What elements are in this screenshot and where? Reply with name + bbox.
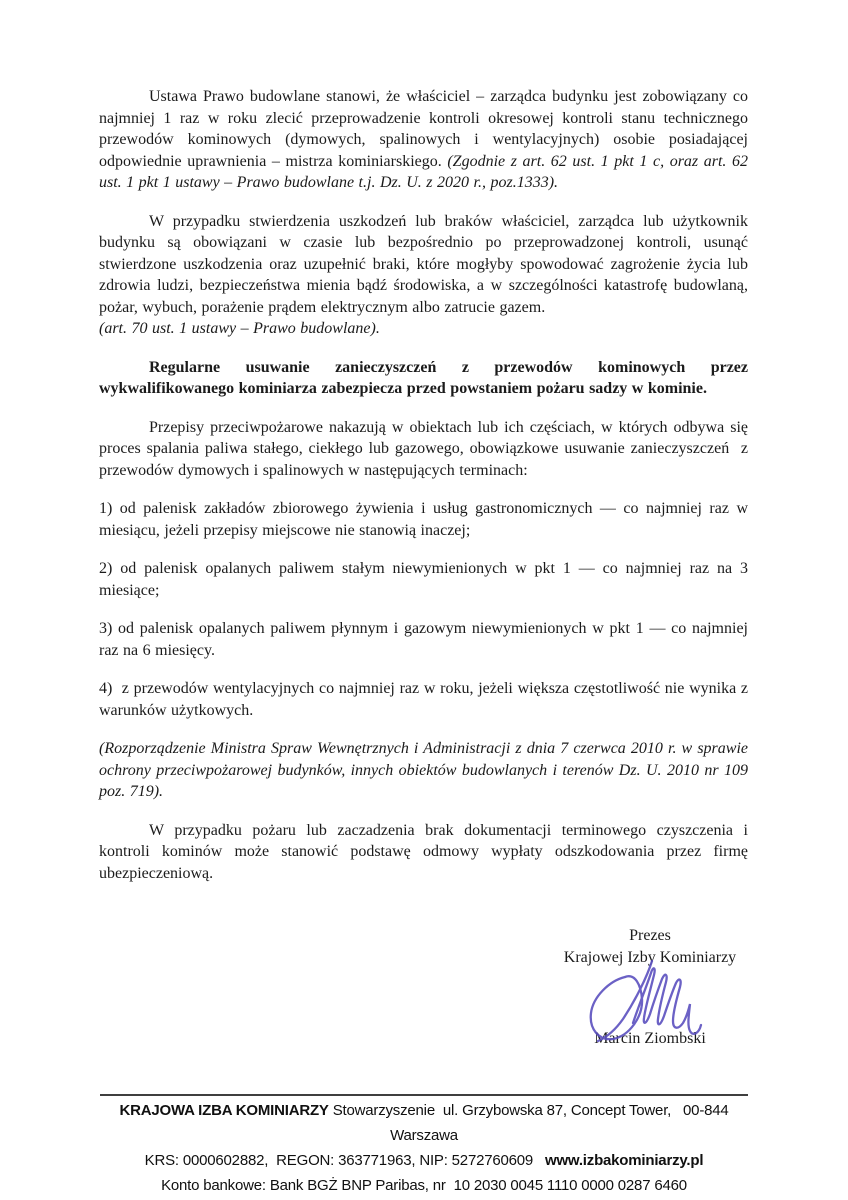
paragraph-fire-regulations: Przepisy przeciwpożarowe nakazują w obiektach lub ich częściach, w których odbywa się proces spalania paliwa stałego, ciekłego lub gazowego, obowiązkowe usuwanie zanieczyszczeń z przewodów dymowych i spalinowych w następujących terminach: xyxy=(99,418,748,479)
letter-body xyxy=(99,86,748,901)
paragraph-insurance-warning: W przypadku pożaru lub zaczadzenia brak dokumentacji terminowego czyszczenia i kontroli kominów może stanowić podstawę odmowy wypłaty odszkodowania przez firmę ubezpieczeniową. xyxy=(99,821,748,882)
footer-registry-line xyxy=(100,1148,748,1173)
paragraph-legal-basis: Ustawa Prawo budowlane stanowi, że właściciel – zarządca budynku jest zobowiązany co najmniej 1 raz w roku zlecić przeprowadzenie kontroli okresowej kontroli stanu technicznego przewodów kominowych (dymowych, spalinowych i wentylacyjnych) osobie posiadającej odpowiednie uprawnienia – mistrza kominiarskiego. (Zgodnie z art. 62 ust. 1 pkt 1 c, oraz art. 62 ust. 1 pkt 1 ustawy – Prawo budowlane t.j. Dz. U. z 2020 r., poz.1333). xyxy=(99,88,749,191)
letterhead-footer xyxy=(100,1094,748,1198)
paragraph-obligations: W przypadku stwierdzenia uszkodzeń lub braków właściciel, zarządca lub użytkownik budynku są obowiązani w czasie lub bezpośrednio po przeprowadzonej kontroli, usunąć stwierdzone uszkodzenia oraz uzupełnić braki, które mogłyby spowodować zagrożenie życia lub zdrowia ludzi, bezpieczeństwa mienia bądź środowiska, a w szczególności katastrofę budowlaną, pożar, wybuch, porażenie prądem elektrycznym albo zatrucie gazem. (art. 70 ust. 1 ustawy – Prawo budowlane). xyxy=(99,212,748,337)
list-item-1: 1) od palenisk zakładów zbiorowego żywienia i usług gastronomicznych — co najmniej raz w miesiącu, jeżeli przepisy miejscowe nie stanowią inaczej; xyxy=(99,500,748,539)
signatory-title: Prezes xyxy=(629,927,671,944)
signatory-org: Krajowej Izby Kominiarzy xyxy=(563,948,737,966)
footer-address-line xyxy=(100,1098,748,1148)
list-item-4: 4) z przewodów wentylacyjnych co najmniej raz w roku, jeżeli większa częstotliwość nie wynika z warunków użytkowych. xyxy=(99,680,748,719)
website-url: www.izbakominiarzy.pl xyxy=(544,1152,704,1169)
org-address: Stowarzyszenie ul. Grzybowska 87, Concept Tower, 00-844 Warszawa xyxy=(328,1102,729,1144)
registry-numbers: KRS: 0000602882, REGON: 363771963, NIP: 5272760609 xyxy=(144,1152,545,1169)
signature-image xyxy=(585,957,720,1049)
signature-block xyxy=(505,925,795,1050)
signatory-name: Marcin Ziombski xyxy=(594,1030,706,1047)
paragraph-bold-notice: Regularne usuwanie zanieczyszczeń z przewodów kominowych przez wykwalifikowanego kominiarza zabezpiecza przed powstaniem pożaru sadzy w kominie. xyxy=(99,358,748,397)
list-item-3: 3) od palenisk opalanych paliwem płynnym i gazowym niewymienionych w pkt 1 — co najmniej raz na 6 miesięcy. xyxy=(99,620,748,659)
list-item-2: 2) od palenisk opalanych paliwem stałym niewymienionych w pkt 1 — co najmniej raz na 3 miesiące; xyxy=(99,560,748,599)
org-name: KRAJOWA IZBA KOMINIARZY xyxy=(119,1102,329,1119)
footer-bank-line: Konto bankowe: Bank BGŻ BNP Paribas, nr 10 2030 0045 1110 0000 0287 6460 xyxy=(161,1177,687,1194)
paragraph-regulation-reference: (Rozporządzenie Ministra Spraw Wewnętrznych i Administracji z dnia 7 czerwca 2010 r. w sprawie ochrony przeciwpożarowej budynków, innych obiektów budowlanych i terenów Dz. U. 2010 nr 109 poz. 719). xyxy=(99,740,748,800)
